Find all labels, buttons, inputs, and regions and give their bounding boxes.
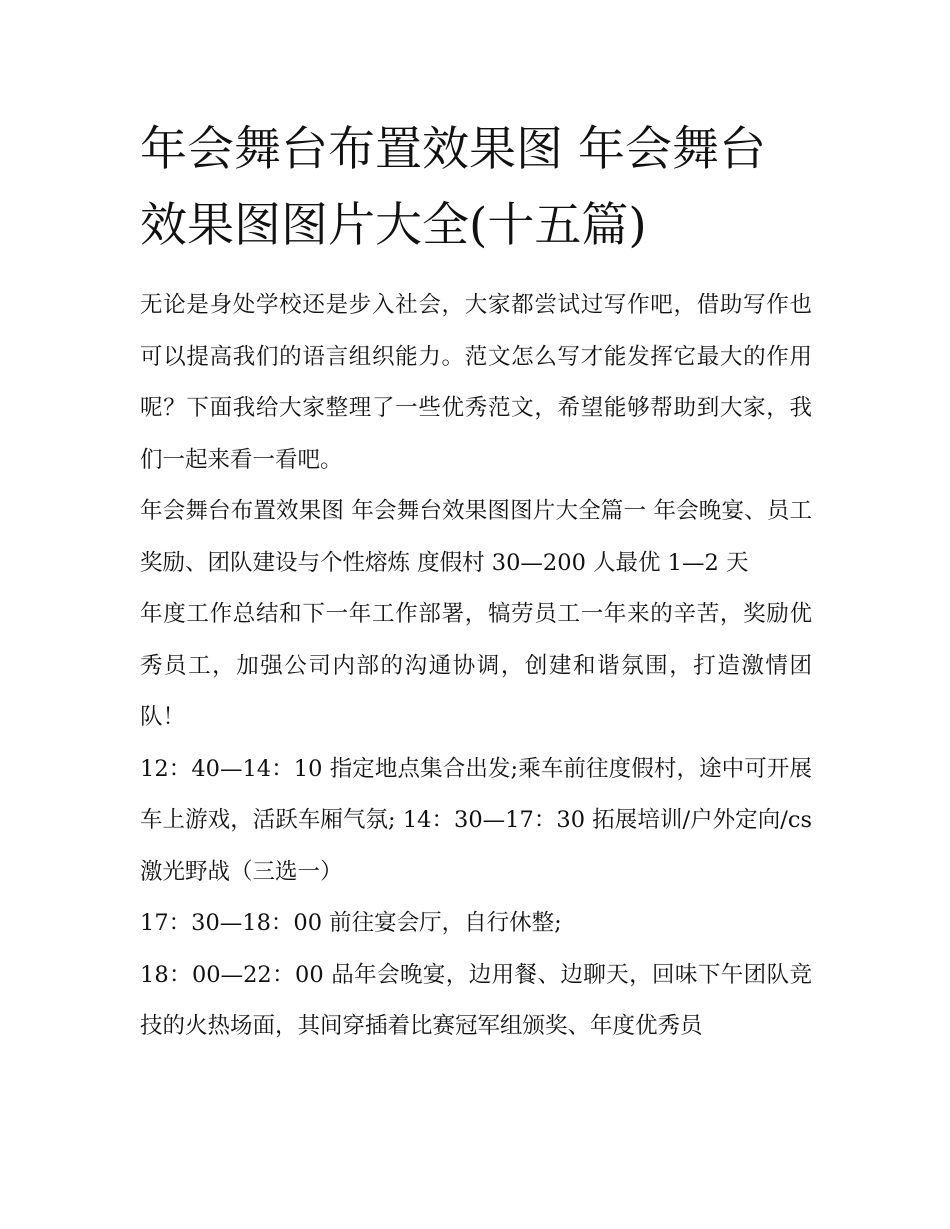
paragraph-intro: 无论是身处学校还是步入社会，大家都尝试过写作吧，借助写作也可以提高我们的语言组织能力。范文怎么写才能发挥它最大的作用呢？下面我给大家整理了一些优秀范文，希望能够帮助到大家，我们一起来看一看吧。 <box>140 292 812 473</box>
document-page <box>140 112 812 1053</box>
paragraph-schedule-afternoon: 12：40—14：10 指定地点集合出发;乘车前往度假村，途中可开展车上游戏，活跃车厢气氛; 14：30—17：30 拓展培训/户外定向/cs 激光野战（三选一） <box>140 755 812 885</box>
paragraph-section-heading: 年会舞台布置效果图 年会舞台效果图图片大全篇一 年会晚宴、员工奖励、团队建设与个性熔炼 度假村 30—200 人最优 1—2 天 <box>140 498 812 576</box>
paragraph-schedule-banquet: 18：00—22：00 品年会晚宴，边用餐、边聊天，回味下午团队竞技的火热场面，其间穿插着比赛冠军组颁奖、年度优秀员 <box>140 961 812 1039</box>
paragraph-purpose: 年度工作总结和下一年工作部署，犒劳员工一年来的辛苦，奖励优秀员工，加强公司内部的沟通协调，创建和谐氛围，打造激情团队！ <box>140 601 812 730</box>
document-title: 年会舞台布置效果图 年会舞台效果图图片大全(十五篇) <box>140 122 766 253</box>
paragraph-schedule-rest: 17：30—18：00 前往宴会厅，自行休整; <box>140 910 562 936</box>
